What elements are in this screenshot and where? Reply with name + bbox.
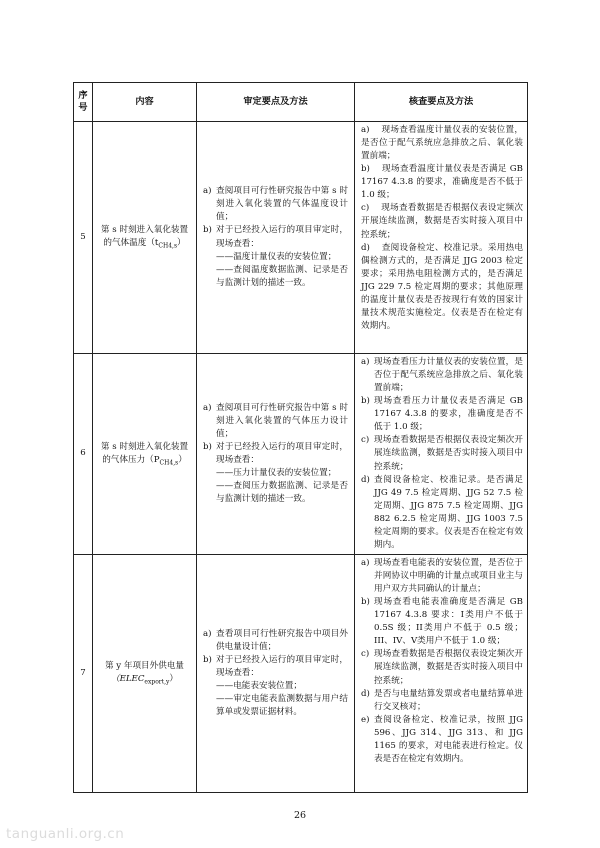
content-end: ） [178, 454, 187, 465]
verification-method [355, 122, 528, 354]
verify-item: a) 现场查看温度计量仪表的安装位置，是否位于配气系统应急排放之后、氧化装置前端； [361, 125, 523, 162]
row-number: 6 [74, 354, 93, 555]
verification-table [73, 82, 528, 793]
verify-item: a) 现场查看压力计量仪表的安装位置，是否位于配气系统应急排放之后、氧化装置前端； [361, 357, 523, 394]
content-subscript: CH4,s [159, 459, 179, 467]
table-row [74, 122, 528, 354]
table-header-row [74, 83, 528, 122]
method-item-a: 查阅项目可行性研究报告中第 s 时刻进入氧化装置的气体温度设计值； [216, 186, 348, 223]
method-sub-2: ——查阅温度数据监测、记录是否与监测计划的描述一致。 [216, 264, 348, 288]
header-verification-method: 核查要点及方法 [355, 83, 528, 122]
row-content [93, 122, 197, 354]
content-text: 第 y 年项目外供电量 [104, 660, 185, 671]
verify-item: b) 现场查看温度计量仪表是否满足 GB 17167 4.3.8 的要求，准确度是否不低于 1.0 级； [361, 164, 523, 201]
row-number: 5 [74, 122, 93, 354]
verify-item: e) 查阅设备检定、校准记录，按照 JJG 596、JJG 314、JJG 313、和 JJG 1165 的要求，对电能表进行检定。仪表是否在检定有效期内。 [361, 714, 523, 764]
verify-item: d) 是否与电量结算发票或者电量结算单进行交叉核对； [361, 688, 523, 712]
method-item-a: 查阅项目可行性研究报告中第 s 时刻进入氧化装置的气体压力设计值； [216, 402, 348, 439]
table-row [74, 354, 528, 555]
method-sub-2: ——审定电能表监测数据与用户结算单或发票证据材料。 [216, 694, 348, 718]
verification-method [355, 354, 528, 555]
method-item-b: 对于已经投入运行的项目审定时，现场查看： [216, 654, 348, 678]
header-number: 序号 [74, 83, 93, 122]
verify-item: b) 现场查看压力计量仪表是否满足 GB 17167 4.3.8 的要求，准确度是否不低于 1.0 级； [361, 396, 523, 433]
content-symbol: $(ELEC_{export,y})$ [110, 674, 178, 686]
verify-item: d) 查阅设备检定、校准记录。采用热电偶检测方式的，是否满足 JJG 2003 检定要求；采用热电阻检测方式的，是否满足 JJG 229 7.5 检定周期的要求；其他原理的温度计量仪表是否按现行有效的国家计量技术规范实施检定。仪表是否在检定有效期内。 [361, 242, 523, 331]
content-subscript: CH4,s [158, 242, 178, 250]
method-sub-1: ——压力计量仪表的安装位置； [216, 468, 337, 479]
method-item-b: 对于已经投入运行的项目审定时，现场查看： [216, 441, 348, 465]
row-content [93, 354, 197, 555]
method-sub-1: ——电能表安装位置； [216, 680, 302, 691]
method-item-b: 对于已经投入运行的项目审定时，现场查看： [216, 225, 348, 249]
method-sub-2: ——查阅压力数据监测、记录是否与监测计划的描述一致。 [216, 481, 348, 505]
verify-item: c) 现场查看数据是否根据仪表设定频次开展连续监测，数据是否实时接入项目中控系统； [361, 435, 523, 472]
content-subscript: export,y [144, 678, 170, 686]
verify-item: c) 现场查看数据是否根据仪表设定频次开展连续监测，数据是否实时接入项目中控系统； [361, 649, 523, 686]
validation-method: a) 查阅项目可行性研究报告中第 s 时刻进入氧化装置的气体温度设计值； b) 对于已经投入运行的项目审定时，现场查看： ——温度计量仪表的安装位置； ——查阅温度数据监测、记录是否与监测计划的描述一致。 [197, 122, 355, 354]
method-sub-1: ——温度计量仪表的安装位置； [216, 251, 337, 262]
verification-method [355, 554, 528, 792]
header-content: 内容 [93, 83, 197, 122]
verify-item: a) 现场查看电能表的安装位置，是否位于并网协议中明确的计量点或项目业主与用户双方共同确认的计量点； [361, 557, 523, 595]
content-text: 第 s 时刻进入氧化装置的气体温度（t [100, 225, 189, 249]
verify-item: d) 查阅设备检定、校准记录。是否满足 JJG 49 7.5 检定周期、JJG 52 7.5 检定周期、JJG 875 7.5 检定周期、JJG 882 6.2.5 检定周期、JJG 1003 7.5 检定周期的要求。仪表是否在检定有效期内。 [361, 474, 523, 550]
row-number: 7 [74, 554, 93, 792]
validation-method: a) 查阅项目可行性研究报告中第 s 时刻进入氧化装置的气体压力设计值； b) 对于已经投入运行的项目审定时，现场查看： ——压力计量仪表的安装位置； ——查阅压力数据监测、记录是否与监测计划的描述一致。 [197, 354, 355, 555]
header-validation-method: 审定要点及方法 [197, 83, 355, 122]
content-text: 第 s 时刻进入氧化装置的气体压力（P [100, 441, 189, 465]
content-end: ） [177, 238, 186, 249]
verify-item: c) 现场查看数据是否根据仪表设定频次开展连续监测，数据是否实时接入项目中控系统； [361, 203, 523, 240]
watermark: tanguanli.org.cn [6, 826, 125, 842]
verify-item: b) 现场查看电能表准确度是否满足 GB 17167 4.3.8 要求：I类用户不低于 0.5S 级；II类用户不低于 0.5 级；III、IV、V类用户不低于 1.0 级； [361, 597, 523, 647]
page-number: 26 [293, 810, 307, 821]
row-content [93, 554, 197, 792]
validation-method: a) 查看项目可行性研究报告中项目外供电量设计值； b) 对于已经投入运行的项目审定时，现场查看： ——电能表安装位置； ——审定电能表监测数据与用户结算单或发票证据材料。 [197, 554, 355, 792]
table-row [74, 554, 528, 792]
method-item-a: 查看项目可行性研究报告中项目外供电量设计值； [216, 628, 348, 652]
